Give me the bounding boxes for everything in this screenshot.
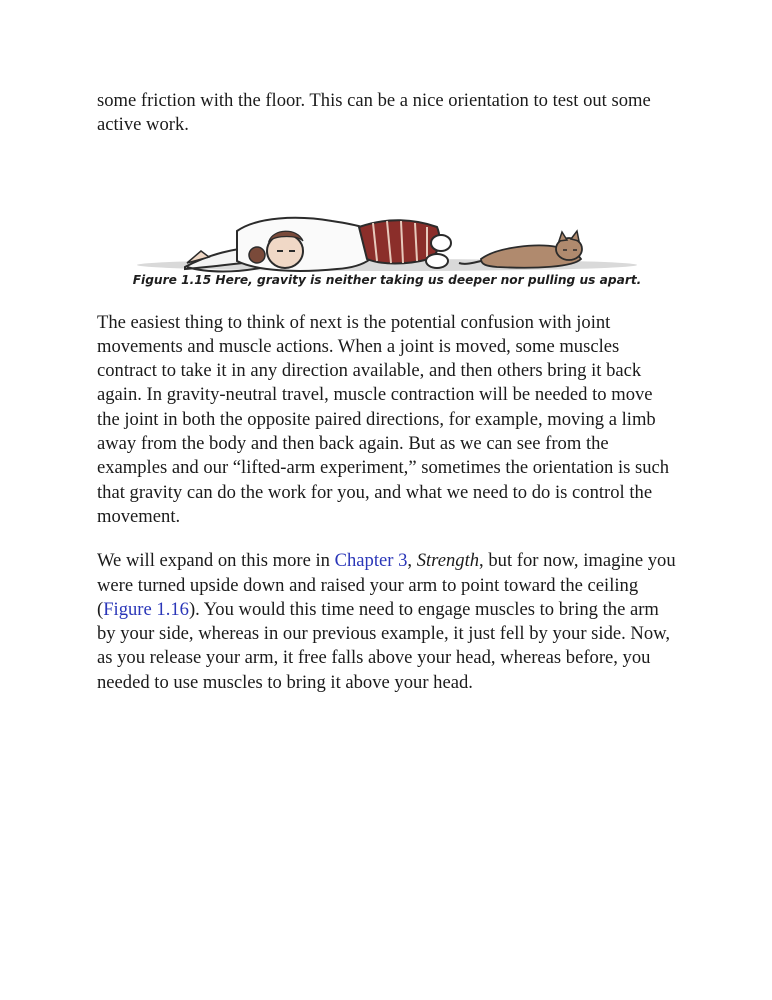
figure-1-15 (97, 155, 677, 275)
paragraph-confusion: The easiest thing to think of next is the potential confusion with joint movements and muscle actions. When a joint is moved, some muscles contract to take it in any direction available, and then others bring it back again. In gravity-neutral travel, muscle contraction will be needed to move the joint in both the opposite paired directions, for example, moving a limb away from the body and then back again. But as we can see from the examples and our “lifted-arm experiment,” sometimes the orientation is such that gravity can do the work for you, and what we need to do is control the movement. (97, 311, 670, 527)
shoe-2 (426, 254, 448, 268)
paragraph-intro: some friction with the floor. This can be a nice orientation to test out some active work. (97, 90, 651, 136)
chapter-3-link[interactable]: Chapter 3 (334, 550, 408, 572)
shoe-1 (431, 235, 451, 251)
figure-1-16-link[interactable]: Figure 1.16 (103, 598, 189, 620)
text-segment: We will expand on this more in (97, 550, 335, 572)
figure-caption: Figure 1.15 Here, gravity is neither taking us deeper nor pulling us apart. (132, 272, 642, 287)
chapter-title-emphasis: Strength (416, 550, 480, 572)
figure-illustration (97, 155, 677, 275)
hair-bun (249, 247, 265, 263)
paragraph-expand (97, 549, 677, 695)
text-segment: , but for now, imagine you were turned upside down and raised your arm to point toward the ceiling ( (97, 550, 676, 620)
page-content (97, 89, 677, 695)
text-segment: ). You would this time need to engage muscles to bring the arm by your side, whereas in our previous example, it just fell by your side. Now, as you release your arm, it free falls above your head, whereas before, you needed to use muscles to bring it above your head. (97, 598, 671, 693)
text-segment: , (407, 550, 417, 572)
